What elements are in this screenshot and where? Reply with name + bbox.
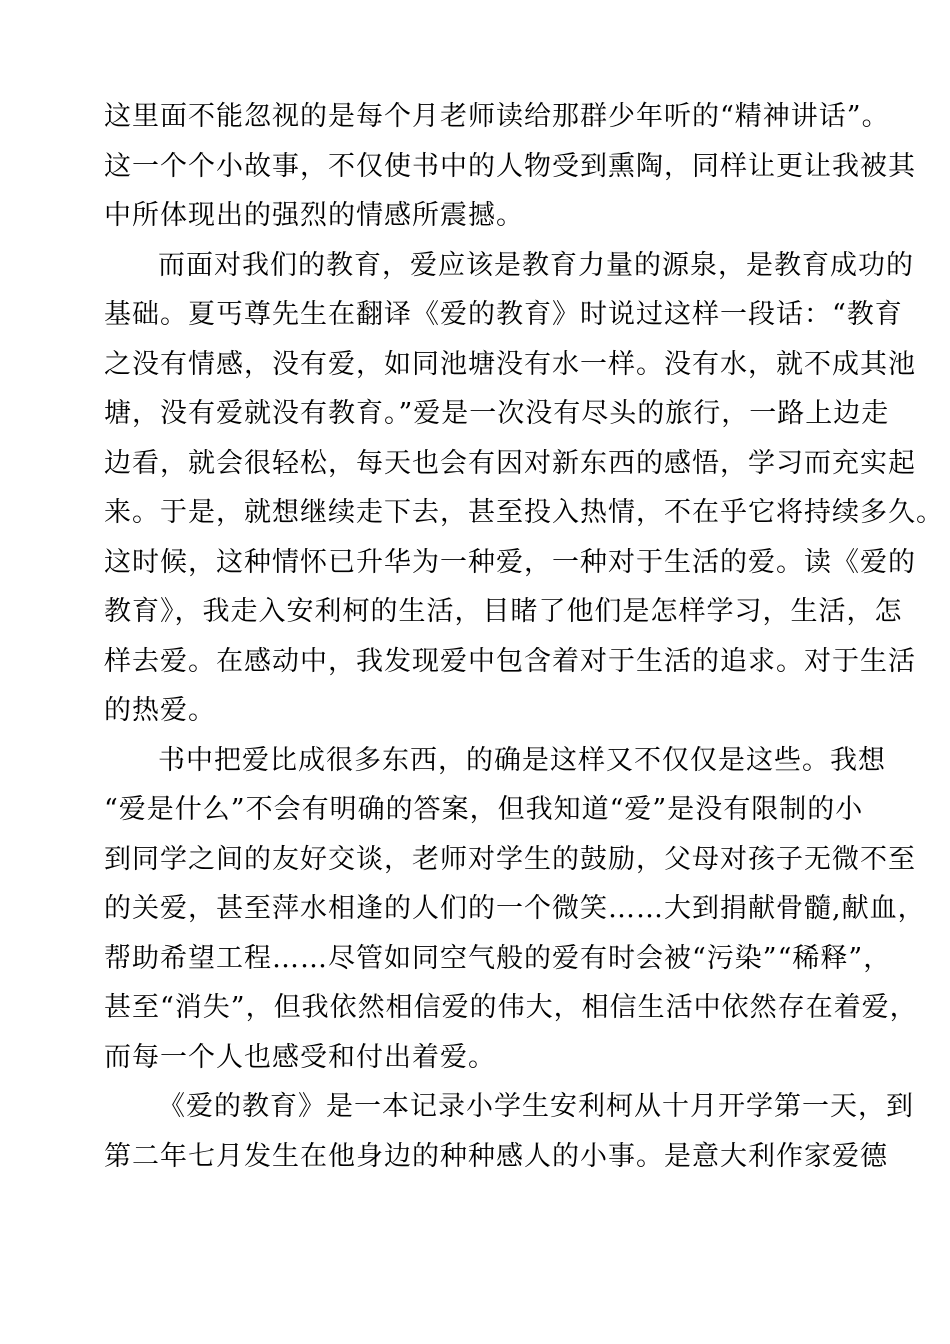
text-line: 样去爱。在感动中，我发现爱中包含着对于生活的追求。对于生活 xyxy=(104,645,916,677)
text-line: 的关爱，甚至萍水相逢的人们的一个微笑……大到捐献骨髓,献血， xyxy=(104,893,926,924)
text-line: 《爱的教育》是一本记录小学生安利柯从十月开学第一天，到 xyxy=(158,1091,914,1122)
text-line: 来。于是，就想继续走下去，甚至投入热情，不在乎它将持续多久。 xyxy=(104,497,944,528)
paragraph-4 xyxy=(104,1082,914,1181)
text-line: 的热爱。 xyxy=(104,695,216,726)
text-line: 帮助希望工程……尽管如同空气般的爱有时会被“污染”“稀释”， xyxy=(104,942,892,974)
text-line: 而每一个人也感受和付出着爱。 xyxy=(104,1041,496,1073)
text-line: 教育》，我走入安利柯的生活，目睹了他们是怎样学习，生活，怎 xyxy=(104,596,903,627)
paragraph-1 xyxy=(104,92,916,241)
text-line: 中所体现出的强烈的情感所震撼。 xyxy=(104,200,524,231)
text-line: 这一个个小故事，不仅使书中的人物受到熏陶，同样让更让我被其 xyxy=(104,150,916,182)
paragraph-2 xyxy=(104,241,944,736)
document-page xyxy=(104,92,944,1181)
text-line: 甚至“消失”，但我依然相信爱的伟大，相信生活中依然存在着爱， xyxy=(104,992,918,1023)
text-line: 这里面不能忽视的是每个月老师读给那群少年听的“精神讲话”。 xyxy=(104,101,890,132)
text-line: 边看，就会很轻松，每天也会有因对新东西的感悟，学习而充实起 xyxy=(104,447,916,479)
text-line: 塘，没有爱就没有教育。”爱是一次没有尽头的旅行，一路上边走 xyxy=(104,398,890,429)
paragraph-3 xyxy=(104,736,926,1083)
text-line: 第二年七月发生在他身边的种种感人的小事。是意大利作家爱德 xyxy=(104,1140,888,1172)
text-line: 书中把爱比成很多东西，的确是这样又不仅仅是这些。我想 xyxy=(158,744,886,776)
text-line: “爱是什么”不会有明确的答案，但我知道“爱”是没有限制的小 xyxy=(104,794,864,825)
text-line: 到同学之间的友好交谈，老师对学生的鼓励，父母对孩子无微不至 xyxy=(104,843,916,875)
text-line: 基础。夏丐尊先生在翻译《爱的教育》时说过这样一段话：“教育 xyxy=(104,299,903,330)
text-line: 而面对我们的教育，爱应该是教育力量的源泉，是教育成功的 xyxy=(158,249,914,281)
text-line: 这时候，这种情怀已升华为一种爱，一种对于生活的爱。读《爱的 xyxy=(104,546,916,578)
text-line: 之没有情感，没有爱，如同池塘没有水一样。没有水，就不成其池 xyxy=(104,348,916,380)
